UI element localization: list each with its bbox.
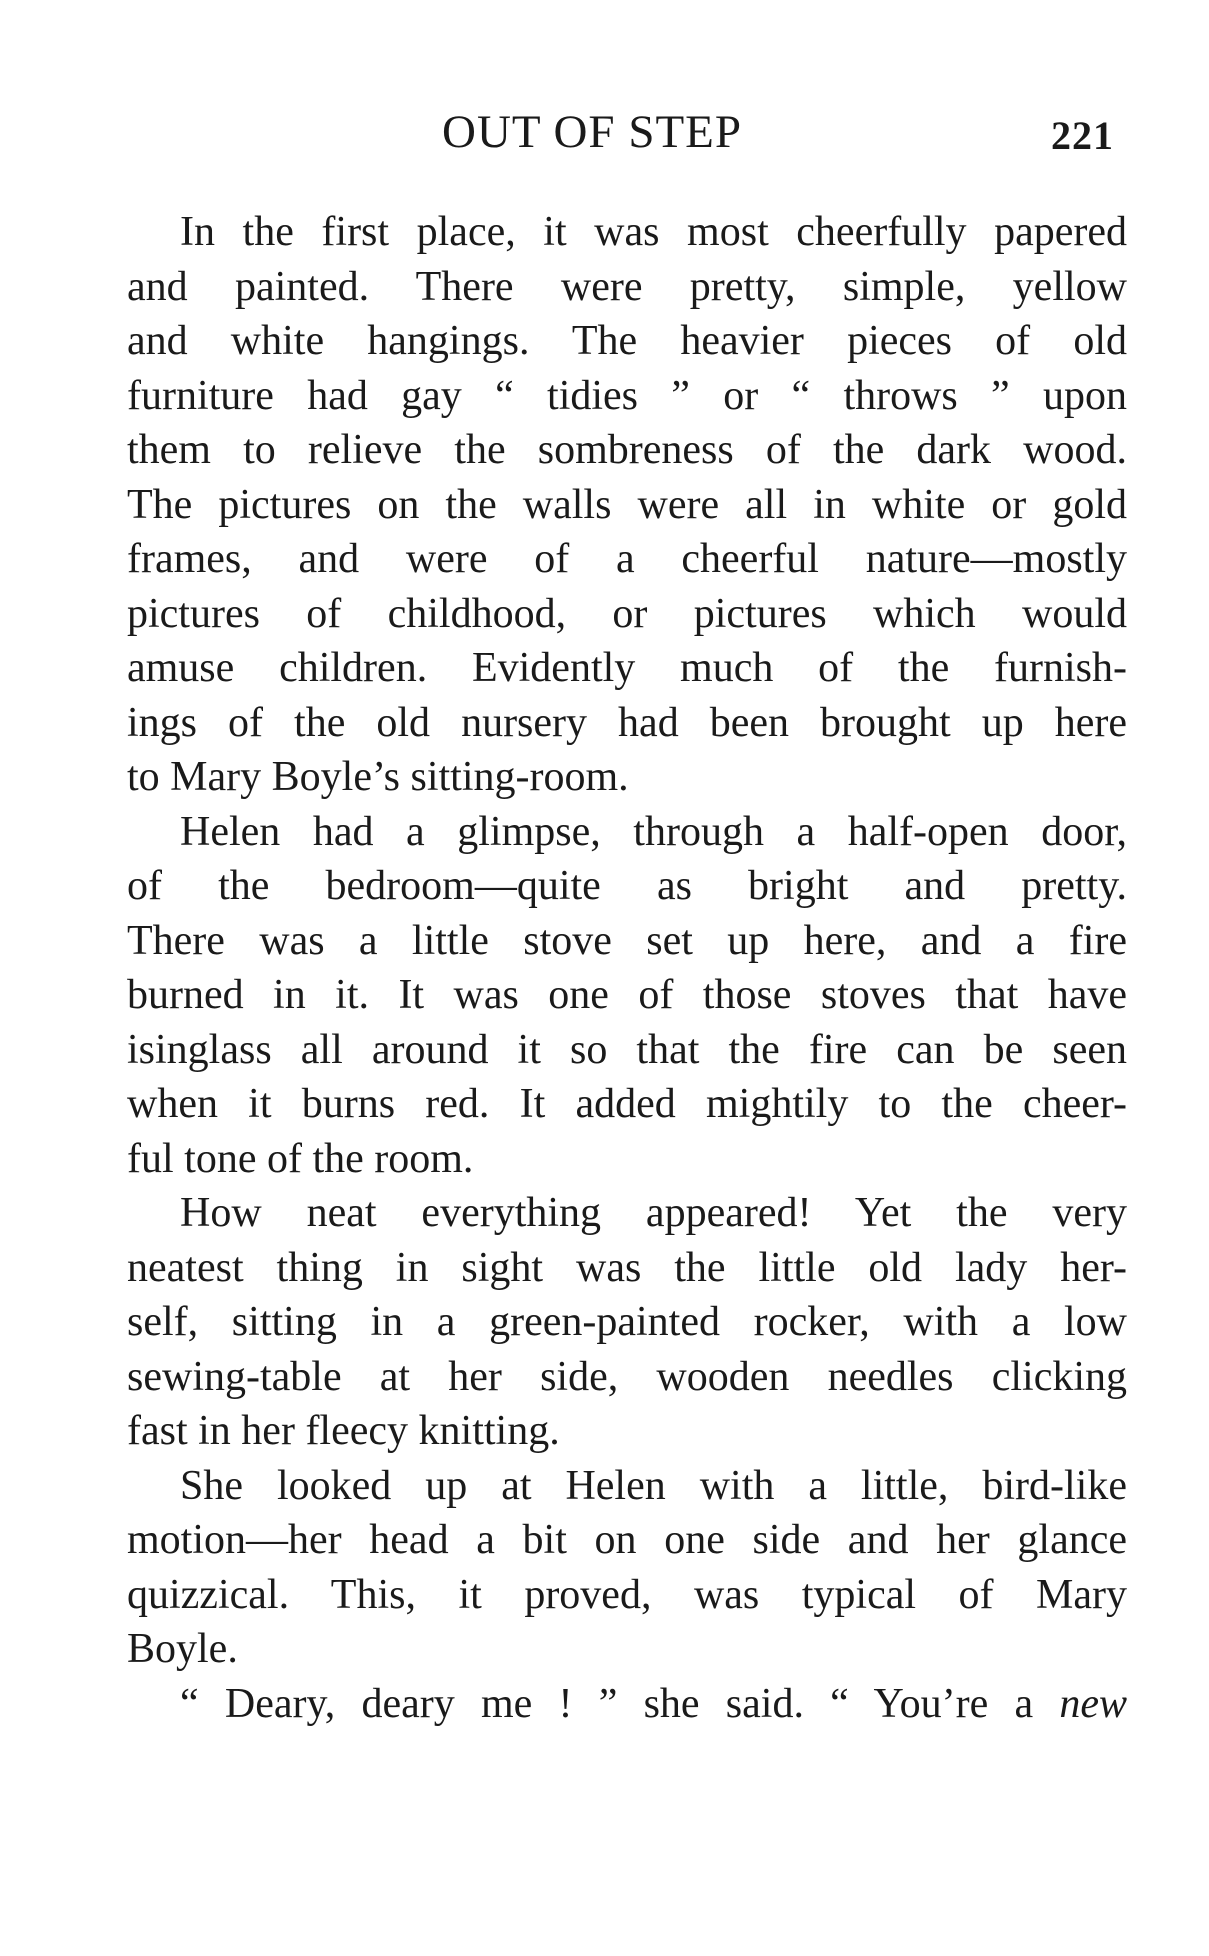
running-title: OUT OF STEP [442,106,743,158]
text-line: The pictures on the walls were all in white or gold [127,481,1127,528]
text-line: ings of the old nursery had been brought up here [127,699,1127,746]
text-line: isinglass all around it so that the fire can be seen [127,1026,1127,1073]
emphasized-word: new [1059,1680,1127,1727]
text-line: fast in her fleecy knitting. [127,1408,560,1454]
page-number: 221 [1051,113,1114,158]
text-line: and white hangings. The heavier pieces of old [127,318,1127,364]
text-line: Helen had a glimpse, through a half-open door, [180,808,1127,855]
text-line: frames, and were of a cheerful nature—mostly [127,536,1127,582]
text-line: amuse children. Evidently much of the furnish- [127,645,1127,691]
text-line: sewing-table at her side, wooden needles clicking [127,1353,1127,1400]
text-line: self, sitting in a green-painted rocker, with a low [127,1299,1127,1345]
text-line: burned in it. It was one of those stoves that have [127,972,1127,1018]
text-line: Boyle. [127,1626,238,1672]
text-line-last [127,1677,1127,1732]
text-line: when it burns red. It added mightily to the cheer- [127,1081,1127,1127]
text-line: neatest thing in sight was the little old lady her- [127,1244,1127,1291]
text-line: pictures of childhood, or pictures which would [127,590,1127,637]
text-line: quizzical. This, it proved, was typical of Mary [127,1571,1127,1618]
text-line: them to relieve the sombreness of the dark wood. [127,427,1127,473]
text-line: of the bedroom—quite as bright and pretty. [127,863,1127,909]
text-line: to Mary Boyle’s sitting-room. [127,754,629,800]
page-header [0,102,1209,162]
text-line: ful tone of the room. [127,1135,474,1182]
text-line-last-main: “ Deary, deary me ! ” she said. “ You’re a [180,1680,1060,1727]
text-line: In the first place, it was most cheerfully papered [180,209,1127,255]
text-line: motion—her head a bit on one side and her glance [127,1517,1127,1563]
text-line: and painted. There were pretty, simple, yellow [127,263,1127,310]
text-line: furniture had gay “ tidies ” or “ throws ” upon [127,372,1127,419]
text-line: How neat everything appeared! Yet the very [180,1190,1127,1236]
text-line: There was a little stove set up here, and a fire [127,917,1127,964]
body-text [127,205,1127,1731]
text-line: She looked up at Helen with a little, bird-like [180,1462,1127,1509]
